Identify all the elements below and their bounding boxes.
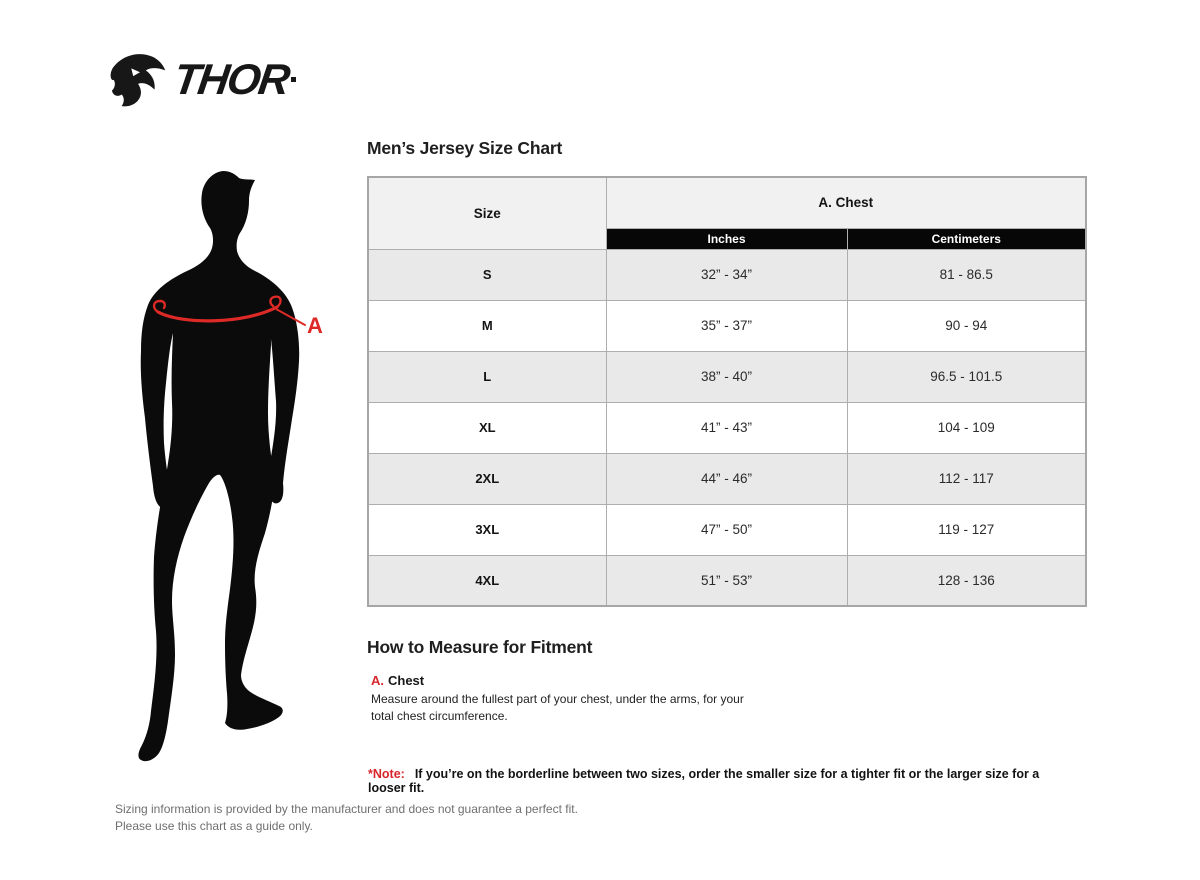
sizing-note: [368, 767, 1048, 795]
measure-item-key: A.: [371, 673, 384, 688]
table-row-2xl: [368, 453, 1086, 504]
measure-item-title: [371, 673, 761, 688]
size-chart-title: Men’s Jersey Size Chart: [367, 138, 563, 158]
disclaimer-line-1: Sizing information is provided by the manufacturer and does not guarantee a perfect fit.: [115, 802, 578, 816]
measure-item-description: Measure around the fullest part of your chest, under the arms, for your total chest circumference.: [371, 692, 744, 723]
centimeters-cell: 96.5 - 101.5: [847, 351, 1086, 402]
measure-item-chest: [371, 673, 761, 725]
size-cell: S: [368, 249, 606, 300]
logo-period-dot: [291, 77, 296, 82]
column-header-chest: A. Chest: [606, 177, 1086, 228]
disclaimer-line-2: Please use this chart as a guide only.: [115, 818, 313, 833]
table-row-4xl: [368, 555, 1086, 606]
centimeters-cell: 104 - 109: [847, 402, 1086, 453]
manufacturer-disclaimer: [115, 801, 578, 835]
size-cell: L: [368, 351, 606, 402]
size-cell: 2XL: [368, 453, 606, 504]
note-text: If you’re on the borderline between two sizes, order the smaller size for a tighter fit or the larger size for a looser fit.: [368, 767, 1040, 795]
size-cell: XL: [368, 402, 606, 453]
size-cell: 3XL: [368, 504, 606, 555]
thor-logo: [110, 48, 296, 112]
column-header-size: Size: [368, 177, 606, 249]
measure-section-heading: How to Measure for Fitment: [367, 637, 593, 657]
column-header-centimeters: Centimeters: [847, 228, 1086, 249]
table-row-3xl: [368, 504, 1086, 555]
table-row-xl: [368, 402, 1086, 453]
centimeters-cell: 119 - 127: [847, 504, 1086, 555]
centimeters-cell: 81 - 86.5: [847, 249, 1086, 300]
size-cell: 4XL: [368, 555, 606, 606]
size-cell: M: [368, 300, 606, 351]
table-row-s: [368, 249, 1086, 300]
centimeters-cell: 112 - 117: [847, 453, 1086, 504]
inches-cell: 51” - 53”: [606, 555, 847, 606]
silhouette-body: [138, 171, 299, 761]
size-chart-table: [367, 176, 1087, 607]
table-row-m: [368, 300, 1086, 351]
inches-cell: 38” - 40”: [606, 351, 847, 402]
inches-cell: 41” - 43”: [606, 402, 847, 453]
thor-wordmark: THOR: [170, 56, 292, 104]
measure-item-name: Chest: [388, 673, 425, 688]
inches-cell: 44” - 46”: [606, 453, 847, 504]
male-silhouette-figure: [137, 165, 332, 777]
centimeters-cell: 90 - 94: [847, 300, 1086, 351]
measurement-label-a: A: [307, 313, 323, 338]
inches-cell: 32” - 34”: [606, 249, 847, 300]
inches-cell: 47” - 50”: [606, 504, 847, 555]
note-label: *Note:: [368, 767, 405, 781]
thor-horned-head-icon: [110, 49, 170, 111]
column-header-inches: Inches: [606, 228, 847, 249]
centimeters-cell: 128 - 136: [847, 555, 1086, 606]
table-row-l: [368, 351, 1086, 402]
inches-cell: 35” - 37”: [606, 300, 847, 351]
